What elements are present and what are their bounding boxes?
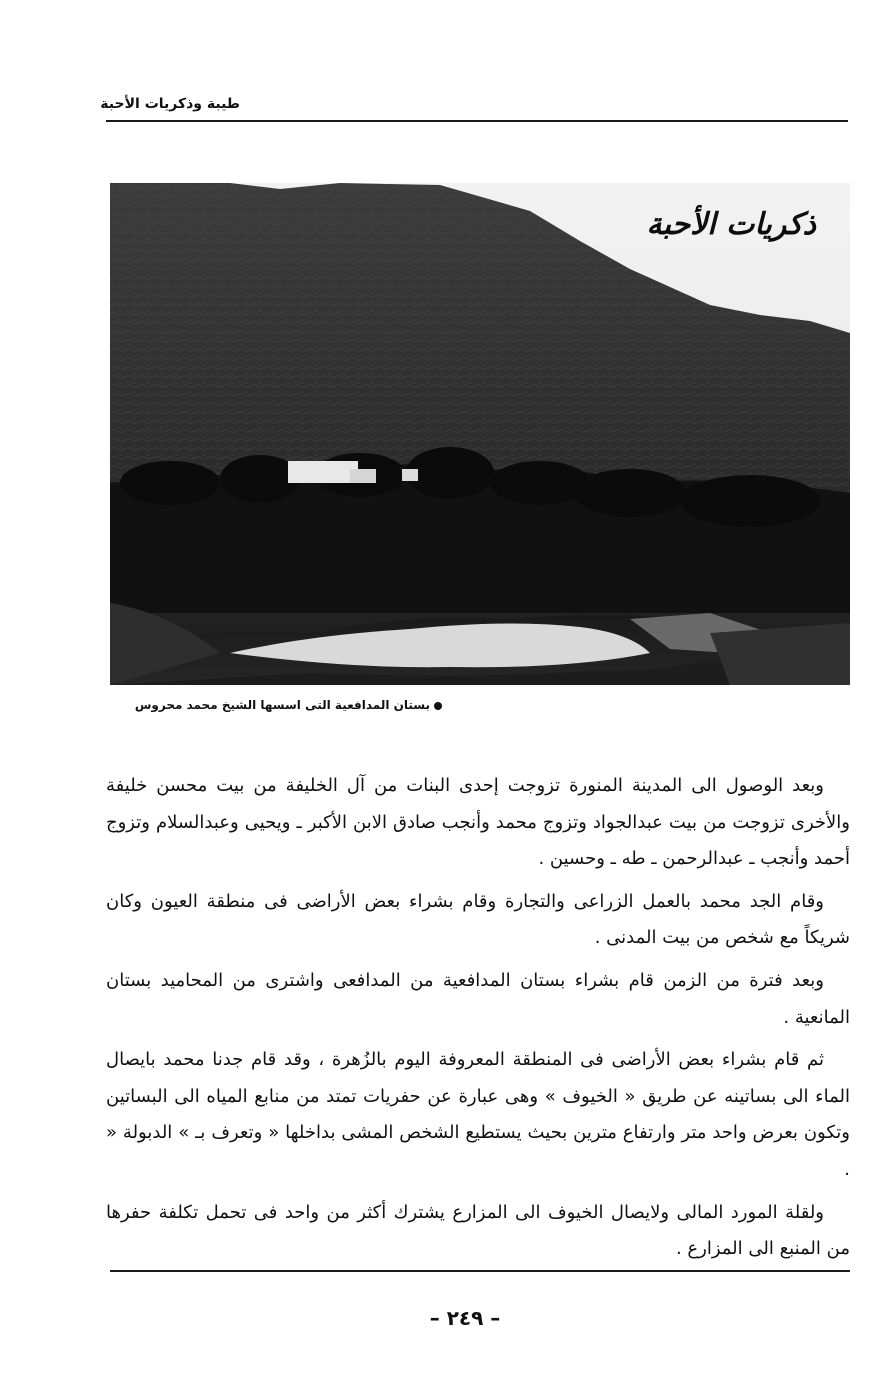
paragraph-2: وقام الجد محمد بالعمل الزراعى والتجارة وقام بشراء بعض الأراضى فى منطقة العيون وكان شريكاً مع شخص من بيت المدنى . [106, 890, 850, 949]
paragraph-4: ثم قام بشراء بعض الأراضى فى المنطقة المعروفة اليوم بالزُهرة ، وقد قام جدنا محمد بايصال الماء الى بساتينه عن طريق « الخيوف » وهى عبارة عن حفريات تمتد من منابع المياه الى البساتين وتكون بعرض واحد متر وارتفاع مترين بحيث يستطيع الشخص المشى بداخلها « وتعرف بـ » الدبولة « . [106, 1049, 850, 1180]
garden-photo-image [110, 183, 850, 685]
footer-rule [110, 1270, 850, 1272]
body-text [106, 768, 850, 1268]
page-number: – ٢٤٩ – [429, 1306, 501, 1330]
photo-caption [112, 698, 442, 712]
paragraph-1: وبعد الوصول الى المدينة المنورة تزوجت إحدى البنات من آل الخليفة من بيت محسن خليفة والأخرى تزوجت من بيت عبدالجواد وتزوج محمد وأنجب صادق الابن الأكبر ـ ويحيى وعبدالسلام وتزوج أحمد وأنجب ـ عبدالرحمن ـ طه ـ وحسين . [106, 775, 850, 870]
photo-caption-text: بستان المدافعية التى اسسها الشيخ محمد محروس [134, 698, 430, 712]
header-rule [106, 120, 848, 122]
photo-overlay-title: ذكريات الأحبة [646, 207, 816, 242]
bullet-icon [434, 702, 442, 710]
garden-photo [110, 183, 850, 685]
paragraph-5: ولقلة المورد المالى ولايصال الخيوف الى المزارع يشترك أكثر من واحد فى تحمل تكلفة حفرها من المنبع الى المزارع . [106, 1201, 850, 1260]
running-head-title: طيبة وذكريات الأحبة [100, 96, 240, 112]
paragraph-3: وبعد فترة من الزمن قام بشراء بستان المدافعية من المدافعى واشترى من المحاميد بستان المانعية . [106, 969, 850, 1028]
